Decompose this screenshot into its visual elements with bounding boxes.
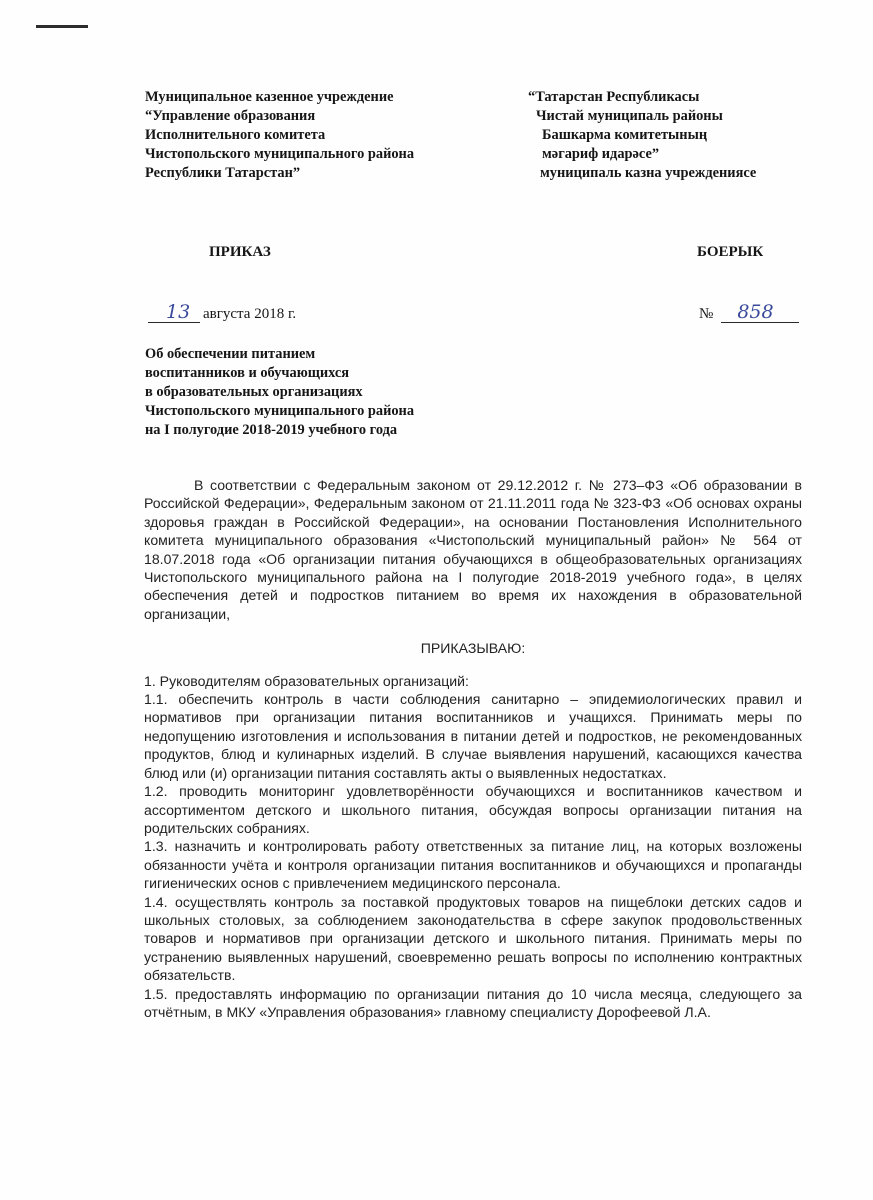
order-item: 1. Руководителям образовательных организаций:	[144, 672, 469, 689]
order-item: 1.2. проводить мониторинг удовлетворённости обучающихся и воспитанников качеством и ассортиментом детского и школьного питания, обсуждая вопросы организации питания на родительских собраниях.	[144, 783, 802, 836]
header-left-line: Чистопольского муниципального района	[145, 146, 415, 162]
order-item: 1.4. осуществлять контроль за поставкой продуктовых товаров на пищеблоки детских садов и школьных столовых, за соблюдением законодательства в сфере закупок продовольственных товаров и нормативов при организации детского и школьного питания. Принимать меры по устранению выявленных нарушений, своевременно решать вопросы по исполнению контрактных обязательств.	[144, 893, 802, 984]
header-right-org	[528, 88, 756, 183]
doc-type-tt: БОЕРЫК	[697, 244, 764, 260]
order-item: 1.5. предоставлять информацию по организации питания до 10 числа месяца, следующего за отчётным, в МКУ «Управления образования» главному специалисту Дорофеевой Л.А.	[144, 985, 802, 1020]
order-subject	[145, 345, 414, 440]
subject-line: на I полугодие 2018-2019 учебного года	[145, 422, 398, 438]
scan-mark	[36, 25, 88, 28]
header-left-line: Исполнительного комитета	[145, 127, 326, 143]
header-left-line: Республики Татарстан”	[145, 165, 301, 181]
date-rest: августа 2018 г.	[203, 306, 297, 322]
subject-line: Об обеспечении питанием	[145, 346, 316, 362]
order-date	[148, 302, 296, 323]
subject-line: Чистопольского муниципального района	[145, 403, 415, 419]
subject-line: в образовательных организациях	[145, 384, 363, 400]
handwritten-day: 13	[148, 302, 200, 323]
order-item: 1.3. назначить и контролировать работу ответственных за питание лиц, на которых возложены обязанности учёта и контроля организации питания воспитанников и обучающихся и пропаганды гигиенических основ с привлечением медицинского персонала.	[144, 838, 802, 892]
header-left-line: Муниципальное казенное учреждение	[145, 89, 394, 105]
header-right-line: мәгариф идарәсе”	[542, 146, 660, 162]
header-left-line: “Управление образования	[145, 108, 316, 124]
order-word: ПРИКАЗЫВАЮ:	[420, 640, 526, 657]
header-right-line: Башкарма комитетының	[542, 127, 708, 143]
number-label: №	[699, 306, 714, 322]
intro-paragraph: В соответствии с Федеральным законом от 29.12.2012 г. № 273–ФЗ «Об образовании в Российской Федерации», Федеральным законом от 21.11.2011 года № 323-ФЗ «Об основах охраны здоровья граждан в Российской Федерации», на основании Постановления Исполнительного комитета муниципального образования «Чистопольский муниципальный район» № 564 от 18.07.2018 года «Об организации питания обучающихся в общеобразовательных организациях Чистопольского муниципального района на I полугодие 2018-2019 учебного года», в целях обеспечения детей и подростков питанием во время их нахождения в образовательной организации,	[144, 477, 802, 622]
header-right-line: Чистай муниципаль районы	[536, 108, 723, 124]
order-number	[699, 302, 799, 323]
handwritten-number: 858	[721, 302, 799, 323]
order-body	[144, 476, 802, 1021]
header-right-line: “Татарстан Республикасы	[528, 89, 700, 105]
order-item: 1.1. обеспечить контроль в части соблюдения санитарно – эпидемиологических правил и нормативов при организации питания воспитанников и учащихся. Принимать меры по недопущению изготовления и использования в питании детей и подростков, не рекомендованных продуктов, блюд и кулинарных изделий. В случае выявления нарушений, касающихся качества блюд или (и) организации питания составлять акты о выявленных недостатках.	[144, 691, 802, 781]
header-left-org	[145, 88, 414, 183]
subject-line: воспитанников и обучающихся	[145, 365, 350, 381]
header-right-line: муниципаль казна учреждениясе	[540, 165, 757, 181]
doc-type-ru: ПРИКАЗ	[209, 244, 271, 260]
